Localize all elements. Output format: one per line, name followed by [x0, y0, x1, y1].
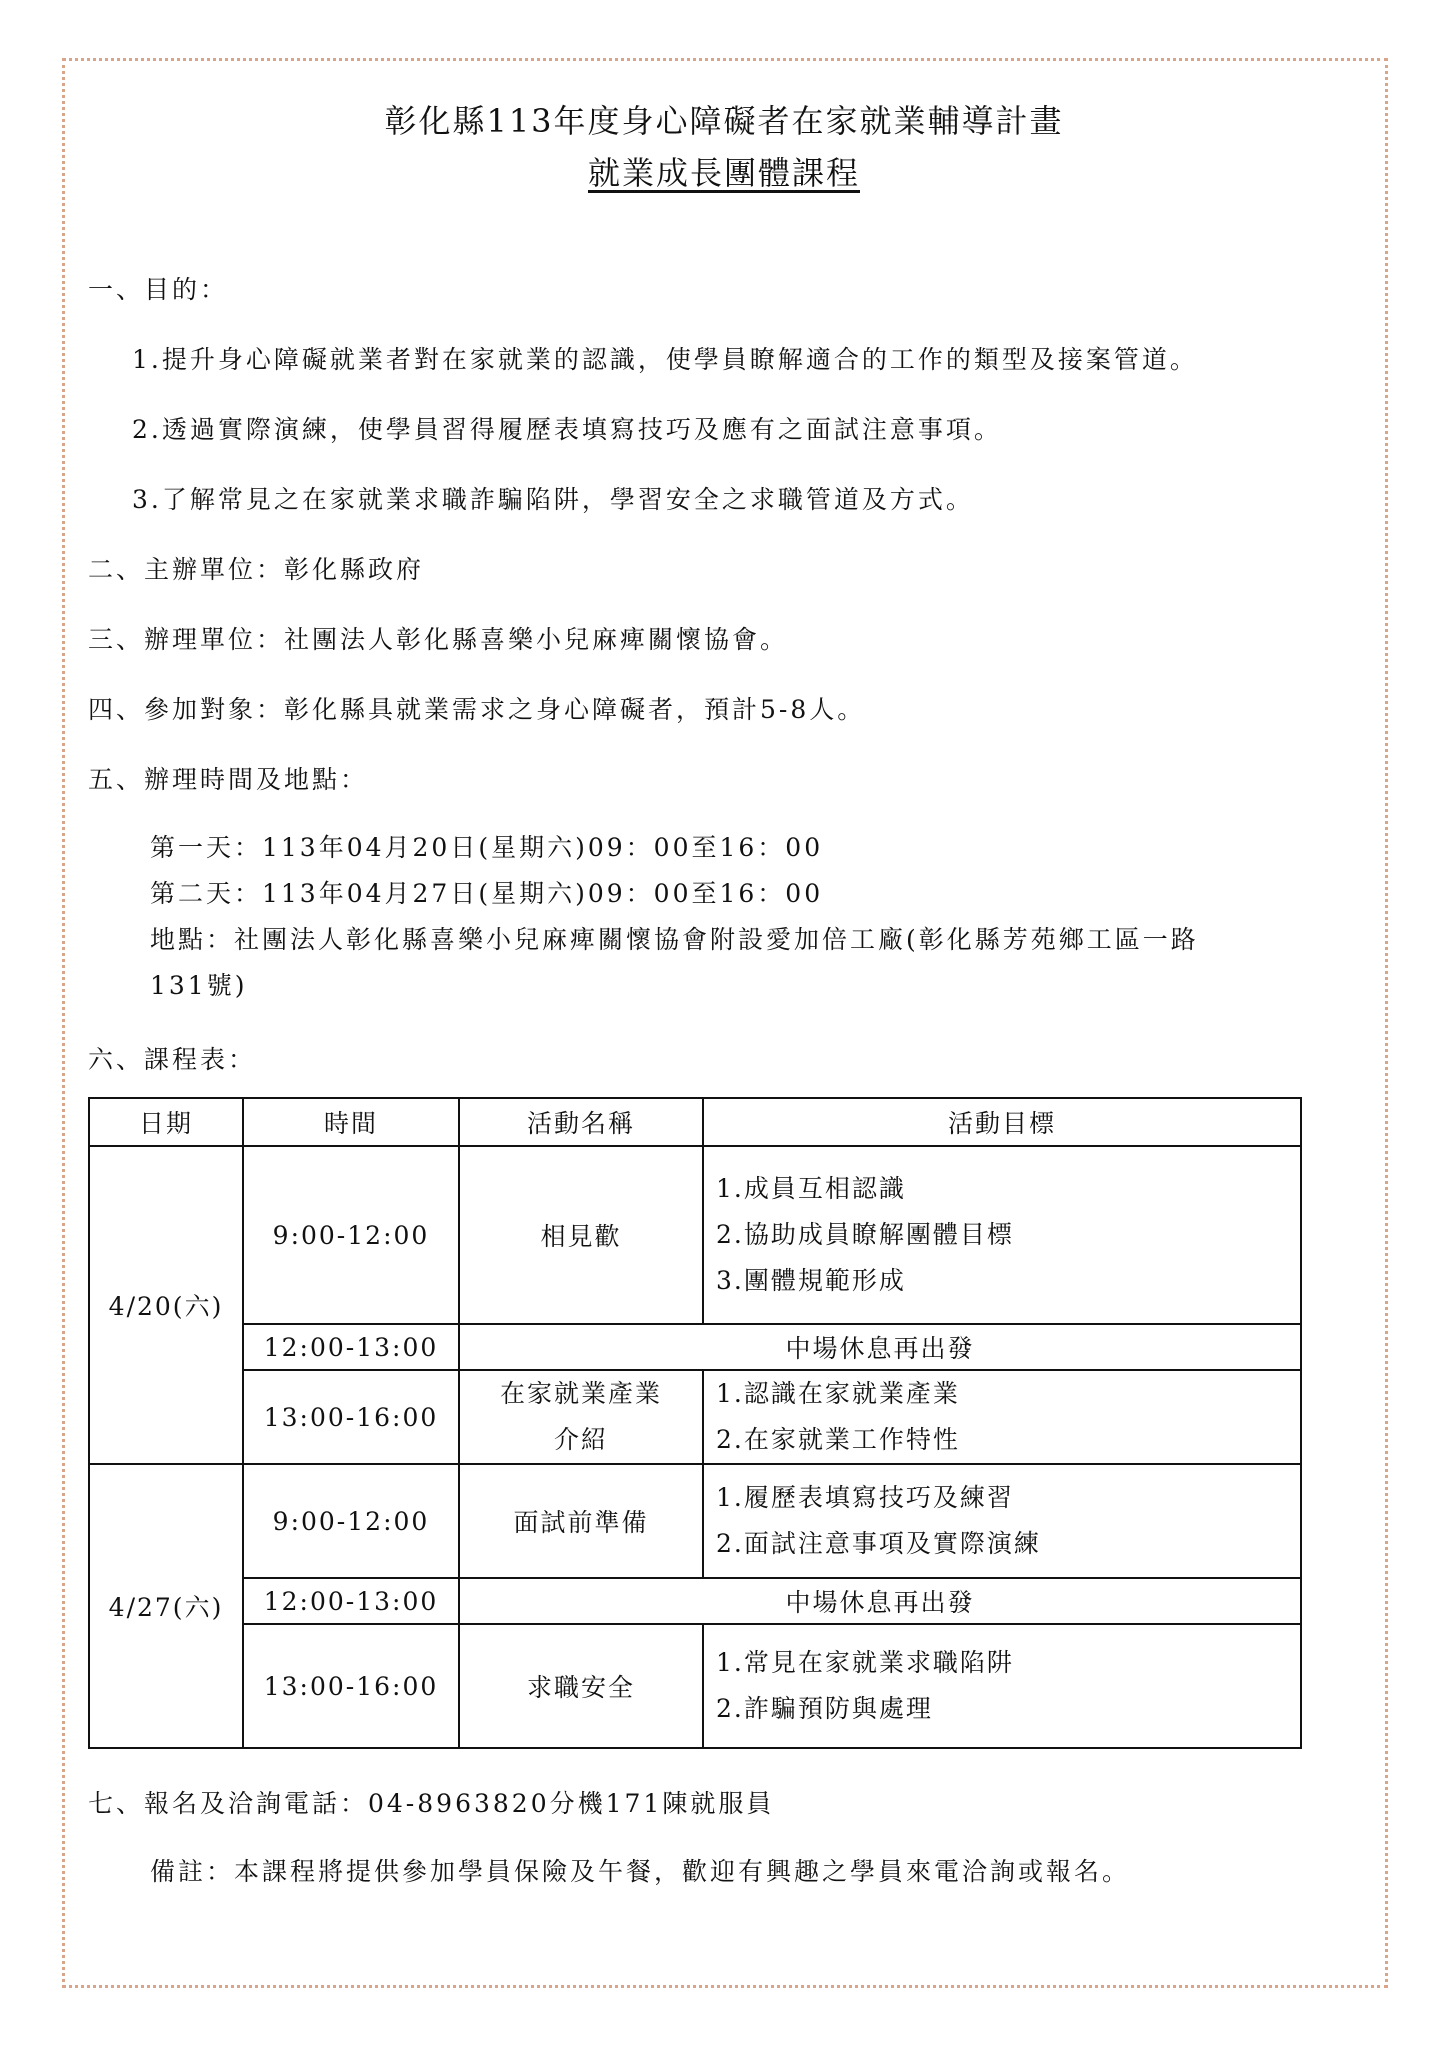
section-executor: 三、辦理單位：社團法人彰化縣喜樂小兒麻痺關懷協會。	[88, 625, 789, 654]
activity-line: 介紹	[553, 1425, 608, 1454]
note-text: 備註：本課程將提供參加學員保險及午餐，歡迎有興趣之學員來電洽詢或報名。	[150, 1857, 1131, 1886]
purpose-item-2: 2.透過實際演練，使學員習得履歷表填寫技巧及應有之面試注意事項。	[132, 415, 1002, 444]
table-row-break	[89, 1324, 1301, 1370]
goal-item: 2.在家就業工作特性	[716, 1425, 960, 1454]
table-header-row	[89, 1098, 1301, 1146]
break-cell: 中場休息再出發	[459, 1324, 1301, 1370]
goal-cell	[703, 1146, 1301, 1324]
document-title: 彰化縣113年度身心障礙者在家就業輔導計畫	[384, 102, 1064, 140]
section-purpose-heading: 一、目的：	[88, 275, 229, 304]
time-cell: 12:00-13:00	[243, 1324, 459, 1370]
schedule-day-2: 第二天：113年04月27日(星期六)09：00至16：00	[150, 879, 824, 908]
activity-cell: 求職安全	[459, 1624, 703, 1748]
section-time-place-heading: 五、辦理時間及地點：	[88, 765, 369, 794]
activity-cell: 面試前準備	[459, 1464, 703, 1578]
course-table	[88, 1097, 1302, 1749]
header-activity: 活動名稱	[459, 1098, 703, 1146]
goal-item: 2.詐騙預防與處理	[716, 1694, 933, 1723]
place-line-1: 地點：社團法人彰化縣喜樂小兒麻痺關懷協會附設愛加倍工廠(彰化縣芳苑鄉工區一路	[150, 925, 1199, 954]
activity-cell: 相見歡	[459, 1146, 703, 1324]
date-cell: 4/20(六)	[89, 1146, 243, 1464]
section-schedule-heading: 六、課程表：	[88, 1045, 257, 1074]
goal-cell	[703, 1624, 1301, 1748]
table-row	[89, 1624, 1301, 1748]
table-row	[89, 1370, 1301, 1464]
document-subtitle	[0, 148, 1448, 194]
goal-item: 1.認識在家就業產業	[716, 1379, 960, 1408]
goal-item: 2.面試注意事項及實際演練	[716, 1529, 1041, 1558]
table-row	[89, 1146, 1301, 1324]
section-contact: 七、報名及洽詢電話：04-8963820分機171陳就服員	[88, 1789, 775, 1818]
header-date: 日期	[89, 1098, 243, 1146]
goal-item: 1.履歷表填寫技巧及練習	[716, 1483, 1014, 1512]
purpose-item-3: 3.了解常見之在家就業求職詐騙陷阱，學習安全之求職管道及方式。	[132, 485, 974, 514]
goal-cell	[703, 1370, 1301, 1464]
activity-cell	[459, 1370, 703, 1464]
place-line-2: 131號)	[150, 971, 248, 1000]
goal-cell	[703, 1464, 1301, 1578]
purpose-item-1: 1.提升身心障礙就業者對在家就業的認識，使學員瞭解適合的工作的類型及接案管道。	[132, 345, 1198, 374]
time-cell: 12:00-13:00	[243, 1578, 459, 1624]
section-organizer: 二、主辦單位：彰化縣政府	[88, 555, 425, 584]
schedule-day-1: 第一天：113年04月20日(星期六)09：00至16：00	[150, 833, 824, 862]
activity-line: 在家就業產業	[499, 1379, 662, 1408]
section-participants: 四、參加對象：彰化縣具就業需求之身心障礙者，預計5-8人。	[88, 695, 866, 724]
document-subtitle-text: 就業成長團體課程	[587, 154, 860, 192]
date-cell: 4/27(六)	[89, 1464, 243, 1748]
header-time: 時間	[243, 1098, 459, 1146]
table-row-break	[89, 1578, 1301, 1624]
goal-item: 2.協助成員瞭解團體目標	[716, 1220, 1014, 1249]
goal-item: 3.團體規範形成	[716, 1266, 906, 1295]
break-cell: 中場休息再出發	[459, 1578, 1301, 1624]
time-cell: 13:00-16:00	[243, 1624, 459, 1748]
goal-item: 1.成員互相認識	[716, 1174, 906, 1203]
time-cell: 9:00-12:00	[243, 1464, 459, 1578]
time-cell: 13:00-16:00	[243, 1370, 459, 1464]
goal-item: 1.常見在家就業求職陷阱	[716, 1648, 1014, 1677]
header-goal: 活動目標	[703, 1098, 1301, 1146]
time-cell: 9:00-12:00	[243, 1146, 459, 1324]
table-row	[89, 1464, 1301, 1578]
